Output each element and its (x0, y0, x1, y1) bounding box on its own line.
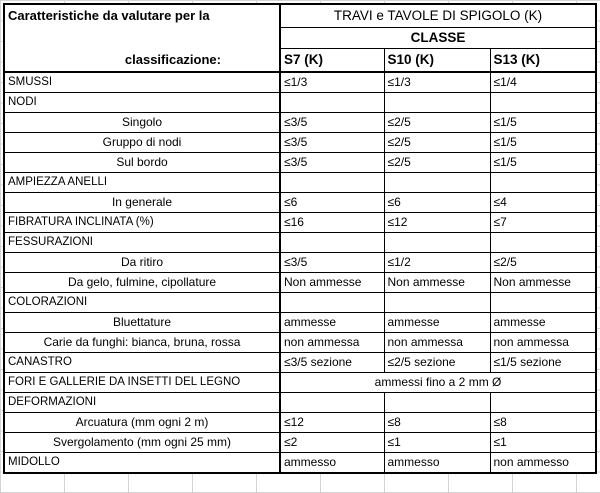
criterion-sublabel: Da gelo, fulmine, cipollature (4, 273, 280, 293)
criterion-section-label: FESSURAZIONI (4, 233, 280, 253)
value-cell-all-classes: ammessi fino a 2 mm Ø (280, 373, 596, 393)
classification-table (3, 3, 597, 474)
value-cell-s13 (490, 393, 596, 413)
value-cell-s10 (384, 233, 490, 253)
table-row (4, 433, 596, 453)
table-row (4, 153, 596, 173)
criterion-section-label: FORI E GALLERIE DA INSETTI DEL LEGNO (4, 373, 280, 393)
criterion-section-label: CANASTRO (4, 353, 280, 373)
value-cell-s7: non ammessa (280, 333, 384, 353)
criterion-sublabel: Carie da funghi: bianca, bruna, rossa (4, 333, 280, 353)
criterion-sublabel: Bluettature (4, 313, 280, 333)
table-row (4, 313, 596, 333)
table-row (4, 233, 596, 253)
table-row (4, 193, 596, 213)
value-cell-s13: ≤7 (490, 213, 596, 233)
value-cell-s10: Non ammesse (384, 273, 490, 293)
value-cell-s7: ≤6 (280, 193, 384, 213)
header-label-line2: classificazione: (4, 49, 280, 73)
value-cell-s7 (280, 393, 384, 413)
value-cell-s7: ≤3/5 sezione (280, 353, 384, 373)
value-cell-s7: ≤1/3 (280, 72, 384, 93)
classe-header: CLASSE (280, 28, 596, 49)
table-row (4, 333, 596, 353)
value-cell-s7: ≤12 (280, 413, 384, 433)
criterion-sublabel: Singolo (4, 113, 280, 133)
table-row (4, 453, 596, 474)
table-row (4, 393, 596, 413)
value-cell-s13: non ammesso (490, 453, 596, 474)
value-cell-s10: ≤2/5 (384, 153, 490, 173)
table-title: TRAVI e TAVOLE DI SPIGOLO (K) (280, 4, 596, 28)
value-cell-s10: ≤8 (384, 413, 490, 433)
value-cell-s13 (490, 93, 596, 113)
value-cell-s10 (384, 173, 490, 193)
criterion-section-label: AMPIEZZA ANELLI (4, 173, 280, 193)
value-cell-s7: ≤3/5 (280, 113, 384, 133)
value-cell-s13 (490, 293, 596, 313)
table-row (4, 253, 596, 273)
value-cell-s13 (490, 233, 596, 253)
value-cell-s7 (280, 233, 384, 253)
value-cell-s10: ≤6 (384, 193, 490, 213)
header-row-1 (4, 4, 596, 28)
value-cell-s10: ≤12 (384, 213, 490, 233)
value-cell-s13: ≤1 (490, 433, 596, 453)
value-cell-s7: ≤3/5 (280, 133, 384, 153)
value-cell-s7: ≤16 (280, 213, 384, 233)
value-cell-s10: ≤2/5 (384, 133, 490, 153)
table-row (4, 273, 596, 293)
table-row (4, 173, 596, 193)
value-cell-s13: ≤4 (490, 193, 596, 213)
column-header-s13: S13 (K) (490, 49, 596, 73)
table-row (4, 293, 596, 313)
value-cell-s13: non ammessa (490, 333, 596, 353)
value-cell-s10: ammesso (384, 453, 490, 474)
criterion-section-label: FIBRATURA INCLINATA (%) (4, 213, 280, 233)
criterion-sublabel: Sul bordo (4, 153, 280, 173)
criterion-section-label: COLORAZIONI (4, 293, 280, 313)
value-cell-s7: ≤3/5 (280, 253, 384, 273)
value-cell-s13: ammesse (490, 313, 596, 333)
value-cell-s13: ≤1/5 sezione (490, 353, 596, 373)
table-row (4, 93, 596, 113)
value-cell-s10: ≤2/5 sezione (384, 353, 490, 373)
criterion-section-label: NODI (4, 93, 280, 113)
header-label-line1: Caratteristiche da valutare per la (4, 4, 280, 28)
value-cell-s10: ≤1/3 (384, 72, 490, 93)
value-cell-s13: ≤1/4 (490, 72, 596, 93)
table-row (4, 213, 596, 233)
value-cell-s7: Non ammesse (280, 273, 384, 293)
value-cell-s7: ammesse (280, 313, 384, 333)
column-header-s10: S10 (K) (384, 49, 490, 73)
value-cell-s7 (280, 293, 384, 313)
table-row (4, 113, 596, 133)
value-cell-s10: non ammessa (384, 333, 490, 353)
value-cell-s13: ≤1/5 (490, 113, 596, 133)
table-row (4, 72, 596, 93)
column-header-s7: S7 (K) (280, 49, 384, 73)
criterion-section-label: SMUSSI (4, 72, 280, 93)
table-row (4, 413, 596, 433)
value-cell-s10 (384, 293, 490, 313)
value-cell-s13: ≤2/5 (490, 253, 596, 273)
criterion-sublabel: Gruppo di nodi (4, 133, 280, 153)
header-row-3 (4, 49, 596, 73)
value-cell-s13 (490, 173, 596, 193)
value-cell-s13: Non ammesse (490, 273, 596, 293)
value-cell-s13: ≤1/5 (490, 133, 596, 153)
criterion-section-label: DEFORMAZIONI (4, 393, 280, 413)
table-row (4, 133, 596, 153)
table-row (4, 353, 596, 373)
value-cell-s7: ammesso (280, 453, 384, 474)
criterion-sublabel: In generale (4, 193, 280, 213)
value-cell-s13: ≤8 (490, 413, 596, 433)
criterion-sublabel: Arcuatura (mm ogni 2 m) (4, 413, 280, 433)
value-cell-s7: ≤2 (280, 433, 384, 453)
value-cell-s10 (384, 93, 490, 113)
table-body (4, 72, 596, 473)
value-cell-s7: ≤3/5 (280, 153, 384, 173)
criterion-section-label: MIDOLLO (4, 453, 280, 474)
value-cell-s13: ≤1/5 (490, 153, 596, 173)
value-cell-s10: ammesse (384, 313, 490, 333)
value-cell-s7 (280, 173, 384, 193)
value-cell-s10 (384, 393, 490, 413)
criterion-sublabel: Da ritiro (4, 253, 280, 273)
value-cell-s10: ≤1 (384, 433, 490, 453)
header-label-spacer (4, 28, 280, 49)
header-row-2 (4, 28, 596, 49)
value-cell-s10: ≤2/5 (384, 113, 490, 133)
criterion-sublabel: Svergolamento (mm ogni 25 mm) (4, 433, 280, 453)
value-cell-s7 (280, 93, 384, 113)
value-cell-s10: ≤1/2 (384, 253, 490, 273)
table-row (4, 373, 596, 393)
